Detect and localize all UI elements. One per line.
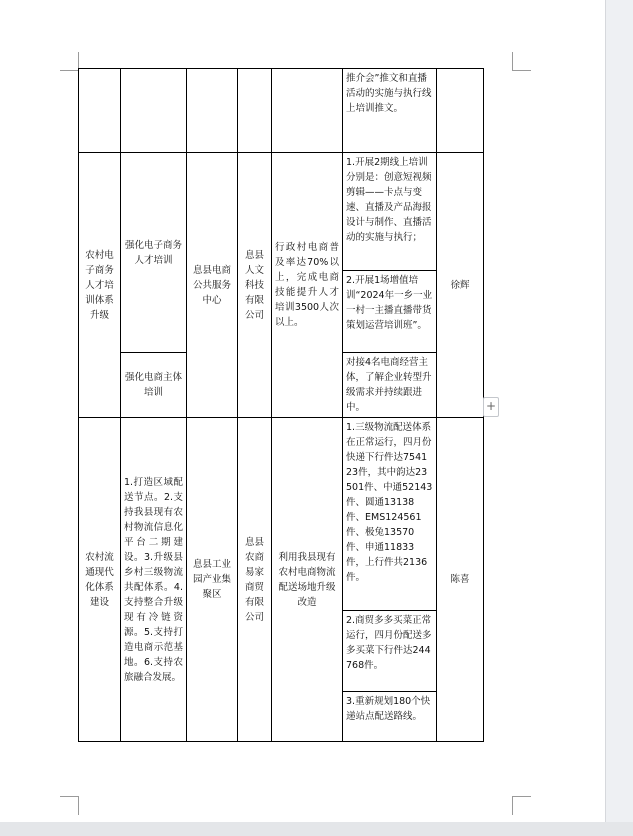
table-cell[interactable] [437, 69, 484, 153]
person-cell[interactable]: 徐辉 [437, 153, 484, 418]
add-row-button[interactable]: + [483, 397, 499, 417]
table-cell[interactable] [121, 69, 187, 153]
goal-cell[interactable]: 利用我县现有农村电商物流配送场地升级改造 [272, 418, 343, 742]
company-cell[interactable]: 息县农商易家商贸有限公司 [238, 418, 272, 742]
subcategory-cell[interactable]: 强化电商主体培训 [121, 353, 187, 418]
table-cell[interactable]: 推介会”推文和直播活动的实施与执行线上培训推文。 [343, 69, 437, 153]
goal-cell[interactable]: 行政村电商普及率达70%以上，完成电商技能提升人才培训3500人次以上。 [272, 153, 343, 418]
category-cell[interactable]: 农村流通现代化体系建设 [79, 418, 121, 742]
margin-corner-mark [512, 796, 531, 815]
table-cell[interactable] [238, 69, 272, 153]
measure-cell[interactable]: 2.商贸多多买菜正常运行，四月份配送多多买菜下行件达244768件。 [343, 611, 437, 692]
category-cell[interactable]: 农村电子商务人才培训体系升级 [79, 153, 121, 418]
measure-cell[interactable]: 1.三级物流配送体系在正常运行，四月份快递下行件达754123件，其中韵达23501件、中通52143件、圆通13138件、EMS124561件、极兔13570件、申通11833件，上行件共2136件。 [343, 418, 437, 611]
vertical-scrollbar[interactable] [605, 0, 633, 822]
data-table [78, 68, 484, 742]
measure-cell[interactable]: 2.开展1场增值培训“2024年一乡一业一村一主播直播带货策划运营培训班”。 [343, 271, 437, 353]
measure-cell[interactable]: 1.开展2期线上培训分别是：创意短视频剪辑——卡点与变速、直播及产品海报设计与制作、直播活动的实施与执行； [343, 153, 437, 271]
table-row [79, 69, 484, 153]
subcategory-cell[interactable]: 强化电子商务人才培训 [121, 153, 187, 353]
department-cell[interactable]: 息县工业园产业集聚区 [187, 418, 238, 742]
tasks-cell[interactable]: 1.打造区域配送节点。2.支持我县现有农村物流信息化平台二期建设。3.升级县乡村三级物流共配体系。4.支持整合升级现有冷链资源。5.支持打造电商示范基地。6.支持农旅融合发展。 [121, 418, 187, 742]
table-row [79, 153, 484, 271]
table-cell[interactable] [79, 69, 121, 153]
measure-cell[interactable]: 3.重新规划180个快递站点配送路线。 [343, 692, 437, 742]
margin-corner-mark [60, 52, 79, 71]
margin-corner-mark [512, 52, 531, 71]
table-cell[interactable] [187, 69, 238, 153]
company-cell[interactable]: 息县人文科技有限公司 [238, 153, 272, 418]
table-row [79, 418, 484, 611]
person-cell[interactable]: 陈喜 [437, 418, 484, 742]
status-strip [0, 822, 633, 836]
department-cell[interactable]: 息县电商公共服务中心 [187, 153, 238, 418]
table-cell[interactable] [272, 69, 343, 153]
margin-corner-mark [60, 796, 79, 815]
measure-cell[interactable]: 对接4名电商经营主体，了解企业转型升级需求并持续跟进中。 [343, 353, 437, 418]
